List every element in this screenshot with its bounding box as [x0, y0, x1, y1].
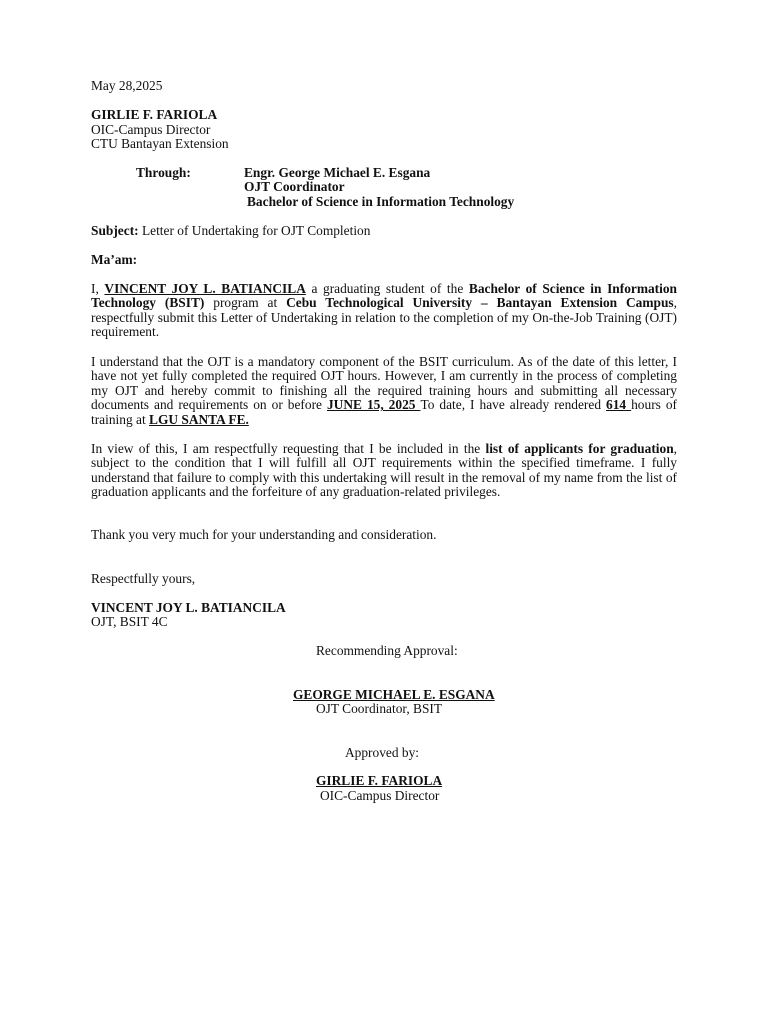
p1-school: Cebu Technological University – Bantayan Extension Campus [286, 295, 674, 311]
body-paragraph-1 [91, 282, 677, 340]
closing: Respectfully yours, [91, 571, 196, 586]
p3-text-1: In view of this, I am respectfully requesting that I be included in the [91, 441, 486, 456]
body-paragraph-2 [91, 355, 677, 427]
p1-text-2: a graduating student of the [305, 281, 469, 296]
p2-text-1: I understand that the OJT is a mandatory component of the BSIT curriculum. As of the date of this letter, I have not yet fully completed the required OJT hours. However, I am currently in the process of completing my OJT and hereby commit to finishing all the required training hours and submitting all necessary documents and requirements on or before [91, 354, 677, 413]
body-paragraph-4: Thank you very much for your understanding and consideration. [91, 527, 437, 542]
through-program: Bachelor of Science in Information Technology [247, 194, 515, 209]
p1-student-name: VINCENT JOY L. BATIANCILA [104, 281, 306, 296]
body-paragraph-3 [91, 442, 677, 500]
through-role: OJT Coordinator [244, 179, 345, 194]
p3-text-2: , subject to the condition that I will fulfill all OJT requirements within the specified timeframe. I fully understand that failure to comply with this undertaking will result in the removal of my name from the list of graduation applicants and the forfeiture of any graduation-related privileges. [91, 441, 678, 500]
recommending-name: GEORGE MICHAEL E. ESGANA [293, 687, 495, 702]
sender-section: OJT, BSIT 4C [91, 614, 168, 629]
recipient-office: CTU Bantayan Extension [91, 136, 229, 151]
approved-name: GIRLIE F. FARIOLA [316, 773, 443, 788]
p2-text-3: hours of training at [91, 397, 678, 427]
p3-list: list of applicants for graduation [485, 441, 674, 456]
subject-label: Subject: [91, 223, 139, 238]
recommending-label: Recommending Approval: [316, 643, 458, 658]
recipient-name: GIRLIE F. FARIOLA [91, 107, 218, 122]
p2-place: LGU SANTA FE. [149, 411, 249, 427]
p2-deadline: JUNE 15, 2025 [326, 397, 421, 413]
approved-label: Approved by: [345, 745, 420, 760]
recommending-title: OJT Coordinator, BSIT [316, 701, 443, 716]
p1-program: Bachelor of Science in Information Technology (BSIT) [91, 281, 678, 311]
p2-hours: 614 [606, 397, 632, 413]
subject-line [91, 224, 370, 238]
letter-date: May 28,2025 [91, 78, 163, 93]
p1-text-3: program at [204, 295, 287, 311]
p1-text-4: , respectfully submit this Letter of Undertaking in relation to the completion of my On-the-Job Training (OJT) requirement. [91, 295, 677, 340]
p1-text-1: I, [91, 281, 105, 296]
p2-text-2: To date, I have already rendered [420, 397, 607, 413]
through-label: Through: [136, 165, 191, 180]
subject-text: Letter of Undertaking for OJT Completion [141, 223, 371, 238]
salutation: Ma’am: [91, 252, 138, 267]
recipient-title: OIC-Campus Director [91, 122, 211, 137]
approved-title: OIC-Campus Director [320, 788, 440, 803]
sender-name: VINCENT JOY L. BATIANCILA [91, 600, 286, 615]
through-name: Engr. George Michael E. Esgana [244, 165, 431, 180]
